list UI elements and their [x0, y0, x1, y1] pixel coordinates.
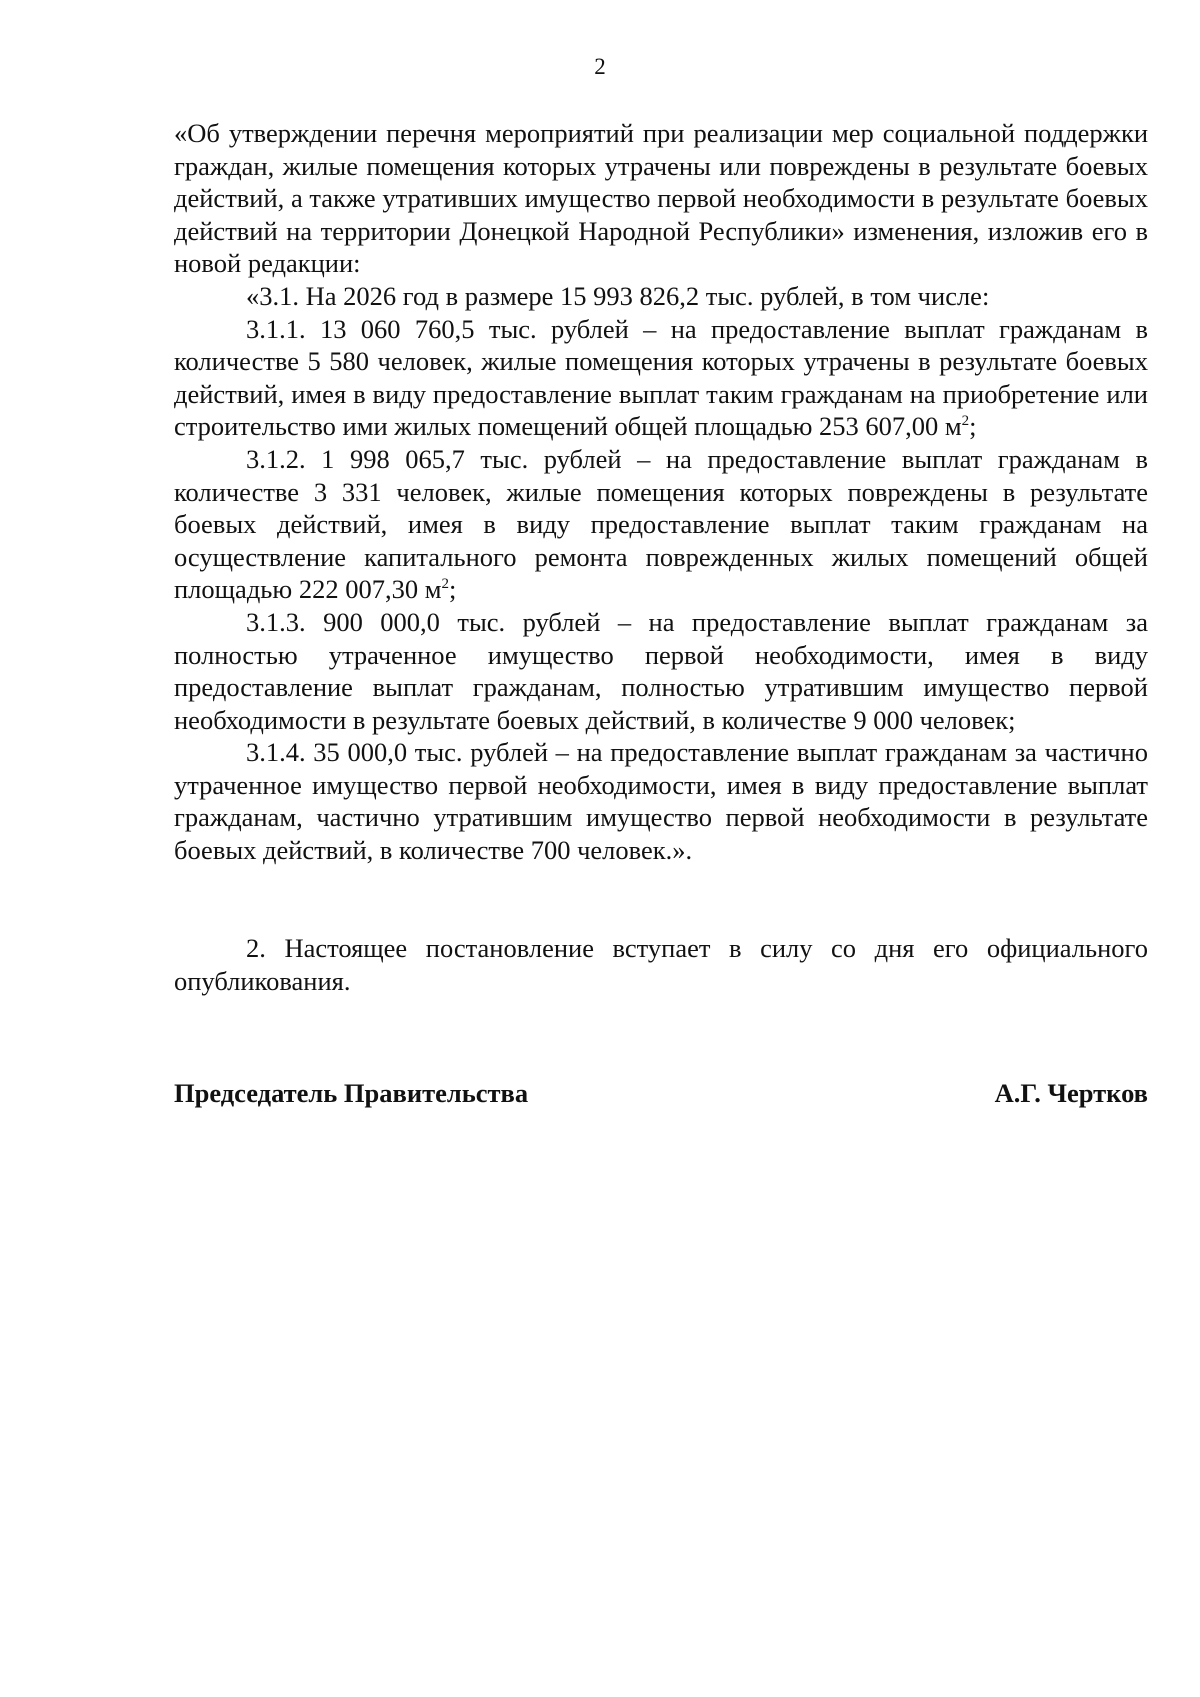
- document-body: [174, 117, 1148, 867]
- item-3-1-2: [174, 443, 1148, 606]
- item-3-1-2-end: ;: [448, 574, 457, 605]
- page-number: 2: [594, 54, 606, 79]
- signatory-position: Председатель Правительства: [174, 1078, 529, 1108]
- clause-2: 2. Настоящее постановление вступает в силу со дня его официального опубликования.: [174, 933, 1148, 996]
- item-3-1-1-end: ;: [969, 411, 977, 442]
- item-3-1-4: 3.1.4. 35 000,0 тыс. рублей – на предоставление выплат гражданам за частично утраченное имущество первой необходимости, имея в виду предоставление выплат гражданам, частично утратившим имущество первой необходимости в результате боевых действий, в количестве 700 человек.».: [174, 737, 1148, 866]
- item-3-1-2-text: 3.1.2. 1 998 065,7 тыс. рублей – на предоставление выплат гражданам в количестве 3 331 человек, жилые помещения которых повреждены в результате боевых действий, имея в виду предоставление выплат таким гражданам на осуществление капитального ремонта поврежденных жилых помещений общей площадью 222 007,30 м: [174, 443, 1148, 605]
- item-3-1-1: [174, 313, 1148, 443]
- intro-paragraph: «Об утверждении перечня мероприятий при реализации мер социальной поддержки граждан, жилые помещения которых утрачены или повреждены в результате боевых действий, а также утративших имущество первой необходимости в результате боевых действий на территории Донецкой Народной Республики» изменения, изложив его в новой редакции:: [174, 118, 1148, 279]
- item-3-1-3: 3.1.3. 900 000,0 тыс. рублей – на предоставление выплат гражданам за полностью утраченное имущество первой необходимости, имея в виду предоставление выплат гражданам, полностью утратившим имущество первой необходимости в результате боевых действий, в количестве 9 000 человек;: [174, 606, 1148, 735]
- clause-2-block: [174, 932, 1148, 997]
- signatory-name: А.Г. Чертков: [994, 1078, 1148, 1108]
- item-3-1: «3.1. На 2026 год в размере 15 993 826,2 тыс. рублей, в том числе:: [246, 280, 990, 311]
- item-3-1-2-superscript: 2: [441, 576, 449, 593]
- item-3-1-1-superscript: 2: [961, 413, 970, 430]
- item-3-1-1-text: 3.1.1. 13 060 760,5 тыс. рублей – на предоставление выплат гражданам в количестве 5 580 человек, жилые помещения которых утрачены в результате боевых действий, имея в виду предоставление выплат таким гражданам на приобретение или строительство ими жилых помещений общей площадью 253 607,00 м: [174, 313, 1148, 442]
- signature-block: [174, 1077, 1148, 1109]
